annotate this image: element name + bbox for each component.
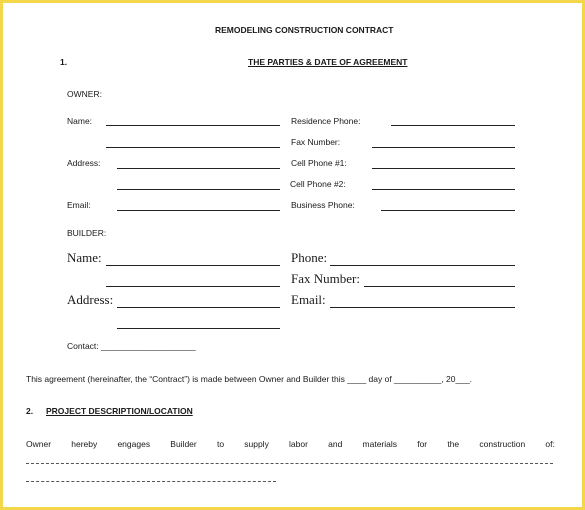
engage-word: labor (289, 439, 308, 449)
document-title: REMODELING CONSTRUCTION CONTRACT (215, 25, 394, 35)
contact-line[interactable]: Contact: ____________________ (67, 341, 196, 351)
owner-residence-phone-field[interactable] (391, 125, 515, 126)
engage-word: construction (479, 439, 526, 449)
builder-name-field-2[interactable] (106, 286, 280, 287)
engage-word: materials (362, 439, 398, 449)
builder-name-label: Name: (67, 250, 102, 265)
owner-name-label: Name: (67, 116, 93, 126)
project-description-line-1[interactable] (26, 463, 553, 464)
section-2-number: 2. (26, 406, 34, 416)
engage-word: of: (545, 439, 555, 449)
owner-residence-phone-label: Residence Phone: (291, 116, 361, 126)
owner-cell2-field[interactable] (372, 189, 515, 190)
builder-address-label: Address: (67, 292, 114, 307)
engage-word: engages (117, 439, 151, 449)
engage-word: Owner (26, 439, 52, 449)
owner-fax-label: Fax Number: (291, 137, 341, 147)
agreement-sentence: This agreement (hereinafter, the “Contract”) is made between Owner and Builder this ____ day of __________, 20___. (26, 374, 473, 384)
engage-word: the (447, 439, 460, 449)
builder-address-field[interactable] (117, 307, 280, 308)
engage-word: supply (244, 439, 269, 449)
owner-cell2-label: Cell Phone #2: (290, 179, 346, 189)
builder-address-field-2[interactable] (117, 328, 280, 329)
contract-page (3, 3, 582, 507)
engage-word: for (417, 439, 428, 449)
engage-word: and (328, 439, 343, 449)
owner-email-label: Email: (67, 200, 91, 210)
engage-word: Builder (170, 439, 197, 449)
owner-cell1-field[interactable] (372, 168, 515, 169)
builder-heading: BUILDER: (67, 228, 107, 238)
engagement-sentence (26, 440, 555, 449)
owner-heading: OWNER: (67, 89, 102, 99)
builder-email-label: Email: (291, 292, 326, 307)
engage-word: hereby (71, 439, 98, 449)
builder-phone-label: Phone: (291, 250, 328, 265)
owner-email-field[interactable] (117, 210, 280, 211)
section-2-title: PROJECT DESCRIPTION/LOCATION (46, 406, 193, 416)
builder-email-field[interactable] (330, 307, 515, 308)
owner-business-phone-label: Business Phone: (291, 200, 355, 210)
section-1-number: 1. (60, 57, 68, 67)
owner-address-label: Address: (67, 158, 101, 168)
owner-business-phone-field[interactable] (381, 210, 515, 211)
owner-address-field-2[interactable] (117, 189, 280, 190)
engage-word: to (216, 439, 225, 449)
builder-fax-field[interactable] (364, 286, 515, 287)
owner-cell1-label: Cell Phone #1: (291, 158, 347, 168)
builder-fax-label: Fax Number: (291, 271, 360, 286)
owner-name-field[interactable] (106, 125, 280, 126)
builder-name-field[interactable] (106, 265, 280, 266)
owner-fax-field[interactable] (372, 147, 515, 148)
project-description-line-2[interactable] (26, 481, 276, 482)
section-1-title: THE PARTIES & DATE OF AGREEMENT (248, 57, 408, 67)
owner-address-field[interactable] (117, 168, 280, 169)
builder-phone-field[interactable] (330, 265, 515, 266)
owner-name-field-2[interactable] (106, 147, 280, 148)
